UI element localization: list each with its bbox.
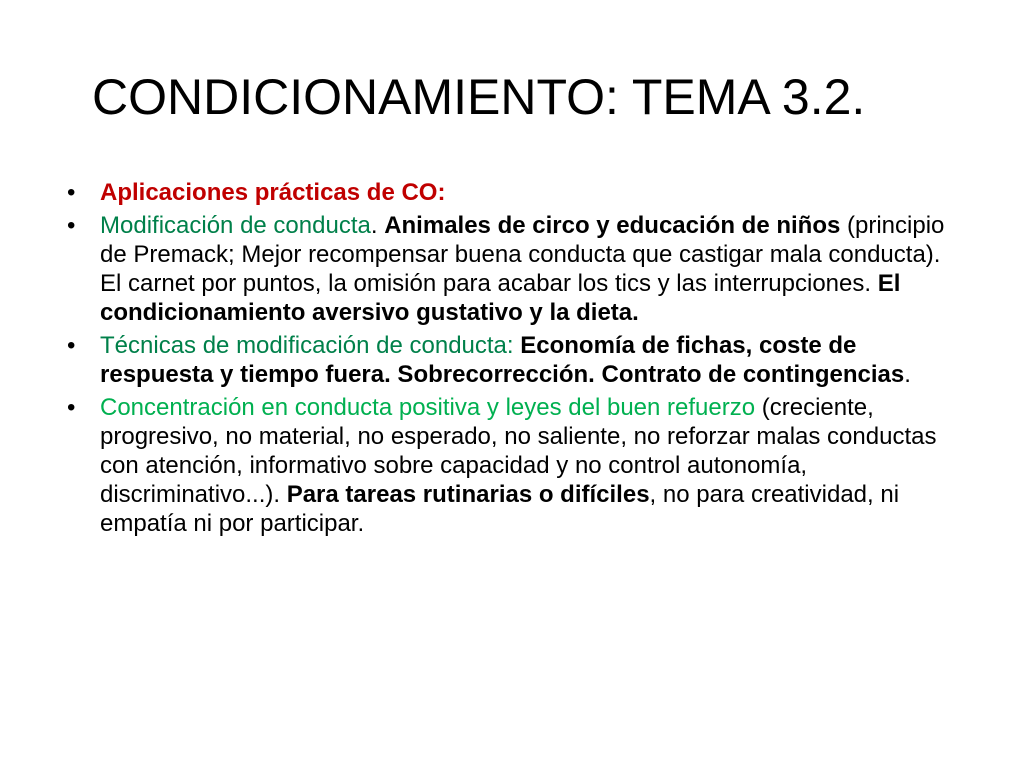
bullet-item-applications bbox=[67, 178, 952, 207]
bullet-text-segment: . bbox=[904, 361, 911, 388]
bullet-icon: • bbox=[67, 212, 76, 239]
bullet-item-techniques bbox=[67, 331, 952, 389]
bullet-text-segment: Para tareas rutinarias o difíciles bbox=[286, 481, 650, 508]
bullet-text-segment: (creciente, progresivo, no material, no esperado, no saliente, no reforzar malas conductas con atención, informativo sobre capacidad y no control autonomía, discriminativo...). bbox=[100, 394, 937, 508]
bullet-item-behavior-modification bbox=[67, 211, 952, 327]
bullet-list bbox=[67, 178, 952, 542]
bullet-text-segment: (principio de Premack; Mejor recompensar buena conducta que castigar mala conducta). El carnet por puntos, la omisión para acabar los tics y las interrupciones. bbox=[100, 212, 945, 297]
bullet-text-segment: El condicionamiento aversivo gustativo y la dieta. bbox=[100, 270, 901, 326]
bullet-icon: • bbox=[67, 332, 76, 359]
bullet-text-segment: . bbox=[370, 212, 385, 239]
bullet-text-segment: Concentración en conducta positiva y leyes del buen refuerzo bbox=[100, 394, 756, 421]
slide-title: CONDICIONAMIENTO: TEMA 3.2. bbox=[92, 69, 866, 125]
bullet-text-heading: Aplicaciones prácticas de CO: bbox=[100, 179, 446, 206]
bullet-text-segment: Economía de fichas, coste de respuesta y tiempo fuera. Sobrecorrección. Contrato de contingencias bbox=[100, 332, 905, 388]
bullet-item-positive-reinforcement bbox=[67, 393, 952, 538]
bullet-icon: • bbox=[67, 394, 76, 421]
bullet-icon: • bbox=[67, 179, 76, 206]
bullet-text-segment: Animales de circo y educación de niños bbox=[384, 212, 841, 239]
bullet-text-segment: Modificación de conducta bbox=[100, 212, 371, 239]
bullet-text-segment: Técnicas de modificación de conducta: bbox=[100, 332, 521, 359]
bullet-text-segment: , no para creatividad, ni empatía ni por participar. bbox=[100, 481, 900, 537]
